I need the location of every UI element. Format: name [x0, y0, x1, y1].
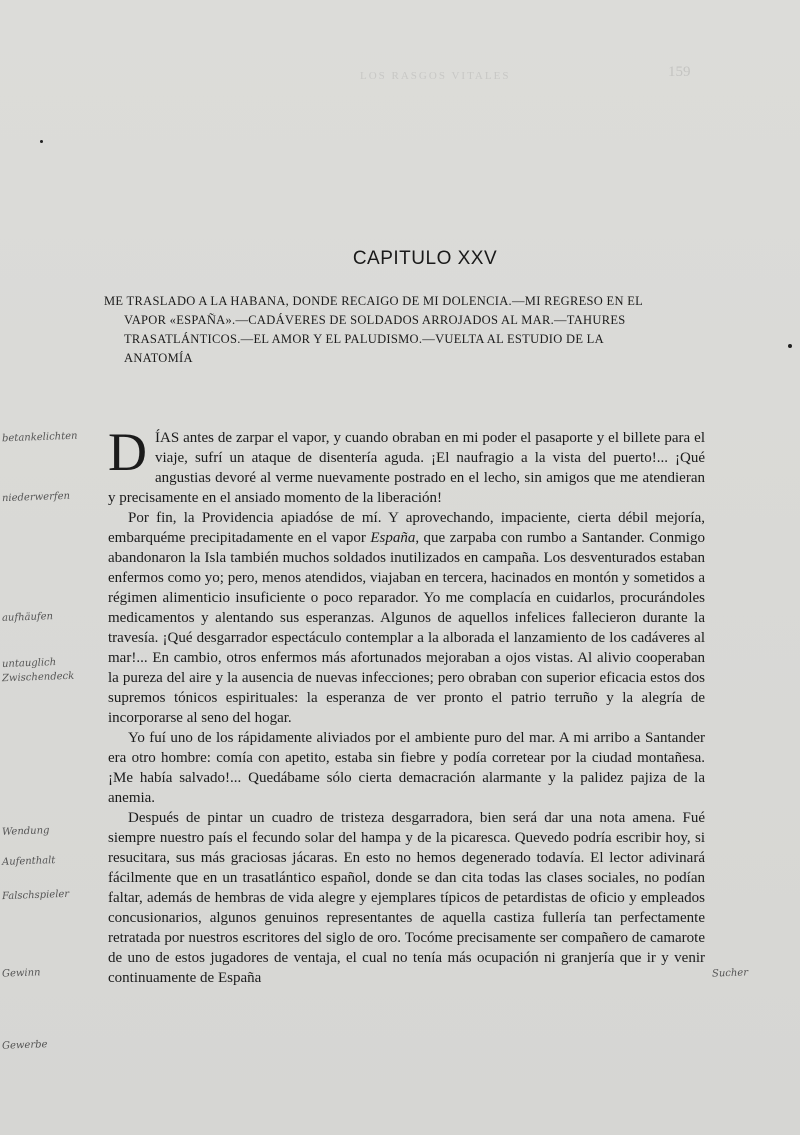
- running-title: LOS RASGOS VITALES: [360, 70, 511, 82]
- lead-word: ÍAS: [155, 430, 180, 446]
- margin-note: Gewerbe: [1, 1039, 48, 1052]
- summary-line: TRASATLÁNTICOS.—EL AMOR Y EL PALUDISMO.—VUELTA AL ESTUDIO DE LA: [124, 332, 604, 346]
- margin-note: aufhäufen: [1, 611, 54, 624]
- body-text: [108, 422, 705, 988]
- margin-note: Wendung: [1, 825, 50, 838]
- margin-note: Zwischendeck: [1, 670, 75, 685]
- drop-cap: D: [108, 422, 147, 482]
- paragraph-1: [108, 422, 705, 508]
- margin-note: Gewinn: [1, 967, 41, 980]
- paragraph-4: Después de pintar un cuadro de tristeza desgarradora, bien será dar una nota amena. Fué siempre nuestro país el fecundo solar del hampa y de la picaresca. Quevedo podría escribir hoy, si resucitara, sus más graciosas jácaras. En esto no hemos degenerado todavía. El lector adivinará fácilmente que en un trasatlántico español, donde se dan cita todas las clases sociales, no podían faltar, además de hembras de vida alegre y ejemplares típicos de petardistas de oficio y empleados concusionarios, algunos genuinos representantes de aquella castiza fullería tan perfectamente retratada por nuestros escritores del siglo de oro. Tocóme precisamente ser compañero de camarote de uno de estos jugadores de ventaja, el cual no tenía más ocupación ni granjería que ir y venir continuamente de España: [108, 810, 705, 986]
- paragraph-3: Yo fuí uno de los rápidamente aliviados por el ambiente puro del mar. A mi arribo a Santander era otro hombre: comía con apetito, estaba sin fiebre y podía corretear por la ciudad montañesa. ¡Me había salvado!... Quedábame sólo cierta demacración alarmante y la palidez pajiza de la anemia.: [108, 730, 705, 806]
- margin-note: niederwerfen: [1, 490, 71, 505]
- summary-line: VAPOR «ESPAÑA».—CADÁVERES DE SOLDADOS ARROJADOS AL MAR.—TAHURES: [124, 313, 626, 327]
- paragraph-text: antes de zarpar el vapor, y cuando obraban en mi poder el pasaporte y el billete para el viaje, sufrí un ataque de disentería aguda. ¡El naufragio a la vista del puerto!... ¡Qué angustias devoré al verme nuevamente postrado en el lecho, sin amigos que me atendieran y precisamente en el ansiado momento de la liberación!: [108, 430, 705, 506]
- chapter-title: CAPITULO XXV: [352, 248, 498, 269]
- margin-note: untauglich: [1, 657, 57, 670]
- chapter-summary: [104, 292, 690, 368]
- paragraph-text: Por fin, la Providencia apiadóse de mí. Y aprovechando, impaciente, cierta débil mejoría, embarquéme precipitadamente en el vapor: [108, 510, 705, 546]
- paragraph-2: [108, 508, 705, 728]
- ink-spot: [40, 140, 43, 143]
- page-number: 159: [668, 64, 691, 80]
- paragraph-text: , que zarpaba con rumbo a Santander. Conmigo abandonaron la Isla también muchos soldados inutilizados en campaña. Los desventurados estaban enfermos como yo; pero, menos atendidos, viajaban en tercera, hacinados en montón y sometidos a régimen alimenticio insuficiente o poco reparador. Yo me complacía en cuidarlos, procurándoles medicamentos y alentando sus esperanzas. Algunos de aquellos infelices fallecieron durante la travesía. ¡Qué desgarrador espectáculo contemplar a la alborada el lanzamiento de los cadáveres al mar!... En cambio, otros enfermos más afortunados mejoraban a ojos vistas. Al alivio cooperaban la pureza del aire y la ausencia de nuevas infecciones; pero obraban con superior eficacia estos dos supremos tónicos espirituales: la esperanza de ver pronto el patrio terruño y la alegría de incorporarse al seno del hogar.: [108, 530, 705, 726]
- ink-spot: [788, 344, 792, 348]
- summary-line: ME TRASLADO A LA HABANA, DONDE RECAIGO DE MI DOLENCIA.—MI REGRESO EN EL: [104, 294, 644, 308]
- margin-note: betankelichten: [1, 430, 78, 445]
- ship-name: España: [370, 530, 416, 546]
- summary-line: ANATOMÍA: [124, 351, 193, 365]
- margin-note: Sucher: [711, 967, 749, 980]
- margin-note: Aufenthalt: [1, 855, 56, 868]
- margin-note: Falschspieler: [1, 888, 70, 903]
